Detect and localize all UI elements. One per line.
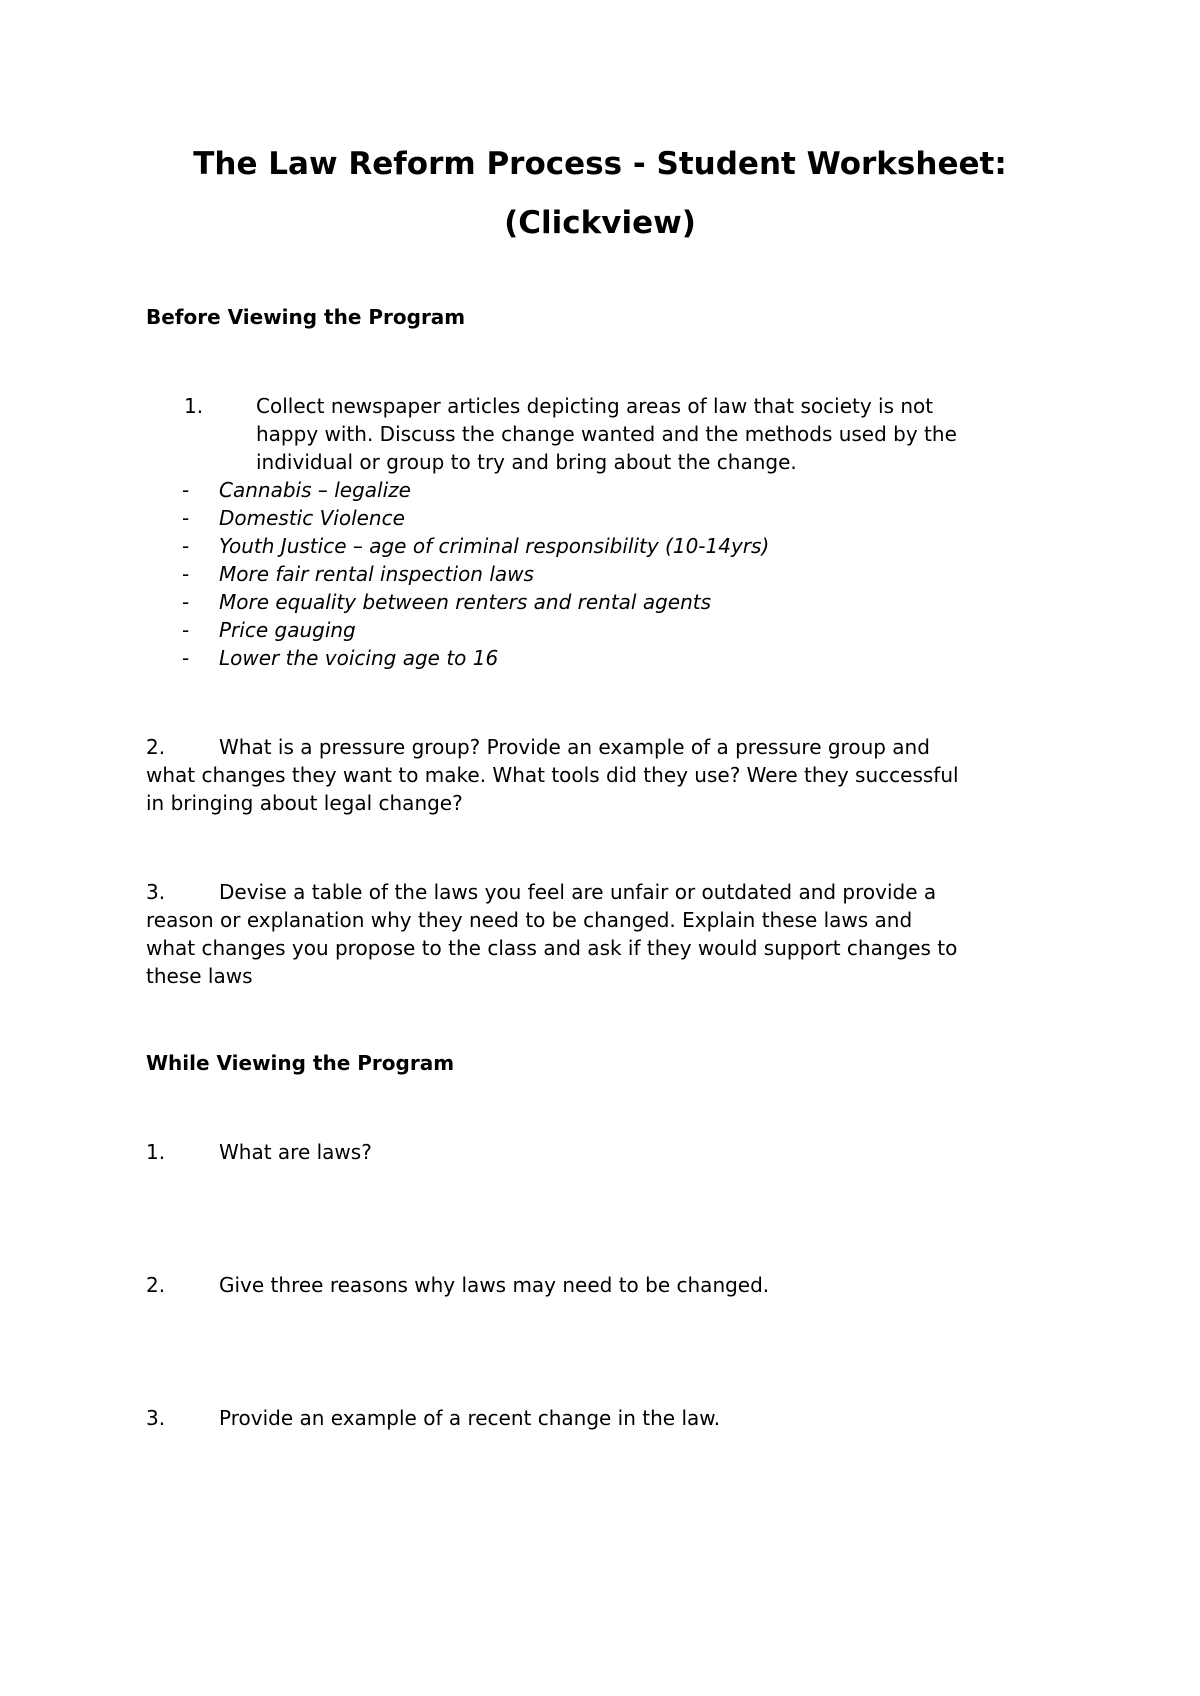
question-number: 3. bbox=[146, 880, 166, 904]
question-number: 3. bbox=[146, 1406, 166, 1430]
section-heading-before: Before Viewing the Program bbox=[146, 305, 466, 329]
bullet-item: Price gauging bbox=[219, 618, 356, 642]
bullet-marker: - bbox=[182, 562, 190, 586]
bullet-marker: - bbox=[182, 478, 190, 502]
question-text-line: Collect newspaper articles depicting areas of law that society is not bbox=[256, 394, 934, 418]
question-text-line: what changes you propose to the class and ask if they would support changes to bbox=[146, 936, 958, 960]
bullet-item: Lower the voicing age to 16 bbox=[219, 646, 499, 670]
document-title-line-1: The Law Reform Process - Student Worksheet: bbox=[193, 146, 1007, 182]
question-text-line: Provide an example of a recent change in the law. bbox=[219, 1406, 721, 1430]
question-number: 1. bbox=[184, 394, 204, 418]
question-text-line: What is a pressure group? Provide an example of a pressure group and bbox=[219, 735, 930, 759]
question-number: 1. bbox=[146, 1140, 166, 1164]
question-text-line: reason or explanation why they need to be changed. Explain these laws and bbox=[146, 908, 913, 932]
question-text-line: Give three reasons why laws may need to be changed. bbox=[219, 1273, 770, 1297]
question-number: 2. bbox=[146, 735, 166, 759]
document-title-line-2: (Clickview) bbox=[504, 205, 696, 241]
bullet-marker: - bbox=[182, 646, 190, 670]
bullet-item: Domestic Violence bbox=[219, 506, 405, 530]
bullet-marker: - bbox=[182, 506, 190, 530]
bullet-item: More fair rental inspection laws bbox=[219, 562, 534, 586]
bullet-item: More equality between renters and rental agents bbox=[219, 590, 712, 614]
bullet-marker: - bbox=[182, 618, 190, 642]
bullet-item: Youth Justice – age of criminal responsibility (10-14yrs) bbox=[219, 534, 770, 558]
question-text-line: these laws bbox=[146, 964, 253, 988]
bullet-marker: - bbox=[182, 534, 190, 558]
question-text-line: in bringing about legal change? bbox=[146, 791, 463, 815]
bullet-marker: - bbox=[182, 590, 190, 614]
question-text-line: happy with. Discuss the change wanted and the methods used by the bbox=[256, 422, 957, 446]
question-text-line: what changes they want to make. What tools did they use? Were they successful bbox=[146, 763, 959, 787]
section-heading-while: While Viewing the Program bbox=[146, 1051, 455, 1075]
question-number: 2. bbox=[146, 1273, 166, 1297]
bullet-item: Cannabis – legalize bbox=[219, 478, 411, 502]
question-text-line: individual or group to try and bring about the change. bbox=[256, 450, 797, 474]
question-text-line: What are laws? bbox=[219, 1140, 372, 1164]
question-text-line: Devise a table of the laws you feel are unfair or outdated and provide a bbox=[219, 880, 937, 904]
